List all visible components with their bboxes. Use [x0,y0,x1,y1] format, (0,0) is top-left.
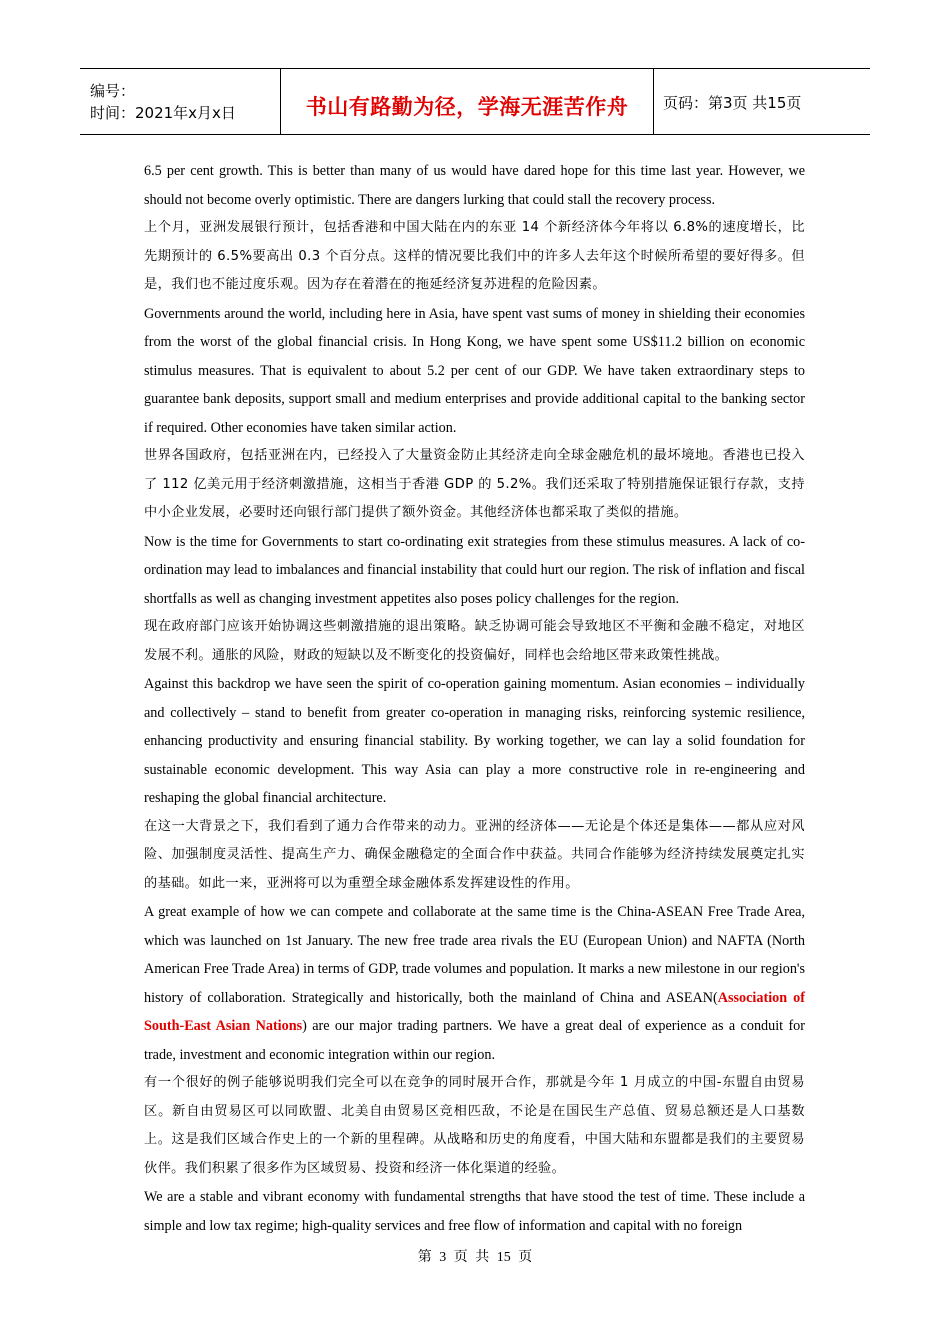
document-body [144,157,805,1240]
page-header [80,68,870,135]
paragraph-en-3: Now is the time for Governments to start co-ordinating exit strategies from these stimulus measures. A lack of co-ordination may lead to imbalances and financial instability that could hurt our region. The risk of inflation and fiscal shortfalls as well as changing investment appetites also poses policy challenges for the region. [144,533,805,607]
paragraph-en-6: We are a stable and vibrant economy with fundamental strengths that have stood the test of time. These include a simple and low tax regime; high-quality services and free flow of information and capital with no foreign [144,1189,805,1234]
paragraph-en-5-part2: ) are our major trading partners. We have a great deal of experience as a conduit for trade, investment and economic integration within our region. [144,1018,805,1063]
header-motto-cell [281,69,654,134]
paragraph-zh-3: 现在政府部门应该开始协调这些刺激措施的退出策略。缺乏协调可能会导致地区不平衡和金融不稳定，对地区发展不利。通胀的风险，财政的短缺以及不断变化的投资偏好，同样也会给地区带来政策性挑战。 [144,619,805,663]
asean-highlight: Association of South-East Asian Nations [144,989,805,1034]
time-label: 时间：2021年x月x日 [90,103,236,122]
paragraph-en-1: 6.5 per cent growth. This is better than many of us would have dared hope for this time last year. However, we should not become overly optimistic. There are dangers lurking that could stall the recovery process. [144,163,805,208]
motto: 书山有路勤为径，学海无涯苦作舟 [305,94,629,119]
paragraph-zh-4: 在这一大背景之下，我们看到了通力合作带来的动力。亚洲的经济体——无论是个体还是集体——都从应对风险、加强制度灵活性、提高生产力、确保金融稳定的全面合作中获益。共同合作能够为经济持续发展奠定扎实的基础。如此一来，亚洲将可以为重塑全球金融体系发挥建设性的作用。 [144,818,805,891]
header-meta [80,69,281,134]
paragraph-zh-2: 世界各国政府，包括亚洲在内，已经投入了大量资金防止其经济走向全球金融危机的最坏境地。香港也已投入了 112 亿美元用于经济刺激措施，这相当于香港 GDP 的 5.2%。我们还采取了特别措施保证银行存款，支持中小企业发展，必要时还向银行部门提供了额外资金。其他经济体也都采取了类似的措施。 [144,448,805,520]
page-info: 页码：第3页 共15页 [663,94,802,112]
page-footer: 第 3 页 共 15 页 [417,1250,533,1265]
paragraph-en-5-part1: A great example of how we can compete and collaborate at the same time is the China-ASEAN Free Trade Area, which was launched on 1st January. The new free trade area rivals the EU (European Union) and NAFTA (North American Free Trade Area) in terms of GDP, trade volumes and population. It marks a new milestone in our region's history of collaboration. Strategically and historically, both the mainland of China and ASEAN( [144,904,805,1006]
code-label: 编号： [90,81,136,100]
paragraph-en-5 [144,898,805,1069]
paragraph-en-4: Against this backdrop we have seen the spirit of co-operation gaining momentum. Asian economies – individually and collectively – stand to benefit from greater co-operation in managing risks, reinforcing systemic resilience, enhancing productivity and ensuring financial stability. By working together, we can lay a solid foundation for sustainable economic development. This way Asia can play a more constructive role in re-engineering and reshaping the global financial architecture. [144,676,805,806]
paragraph-en-2: Governments around the world, including here in Asia, have spent vast sums of money in shielding their economies from the worst of the global financial crisis. In Hong Kong, we have spent some US$11.2 billion on economic stimulus measures. That is equivalent to about 5.2 per cent of our GDP. We have taken extraordinary steps to guarantee bank deposits, support small and medium enterprises and provide additional capital to the banking sector if required. Other economies have taken similar action. [144,305,805,436]
paragraph-zh-5: 有一个很好的例子能够说明我们完全可以在竞争的同时展开合作，那就是今年 1 月成立的中国-东盟自由贸易区。新自由贸易区可以同欧盟、北美自由贸易区竞相匹敌，不论是在国民生产总值、贸易总额还是人口基数上。这是我们区域合作史上的一个新的里程碑。从战略和历史的角度看，中国大陆和东盟都是我们的主要贸易伙伴。我们积累了很多作为区域贸易、投资和经济一体化渠道的经验。 [144,1075,805,1176]
header-page-cell [654,71,870,134]
paragraph-zh-1: 上个月，亚洲发展银行预计，包括香港和中国大陆在内的东亚 14 个新经济体今年将以 6.8%的速度增长，比先期预计的 6.5%要高出 0.3 个百分点。这样的情况要比我们中的许多人去年这个时候所希望的要好得多。但是，我们也不能过度乐观。因为存在着潜在的拖延经济复苏进程的危险因素。 [144,220,805,292]
